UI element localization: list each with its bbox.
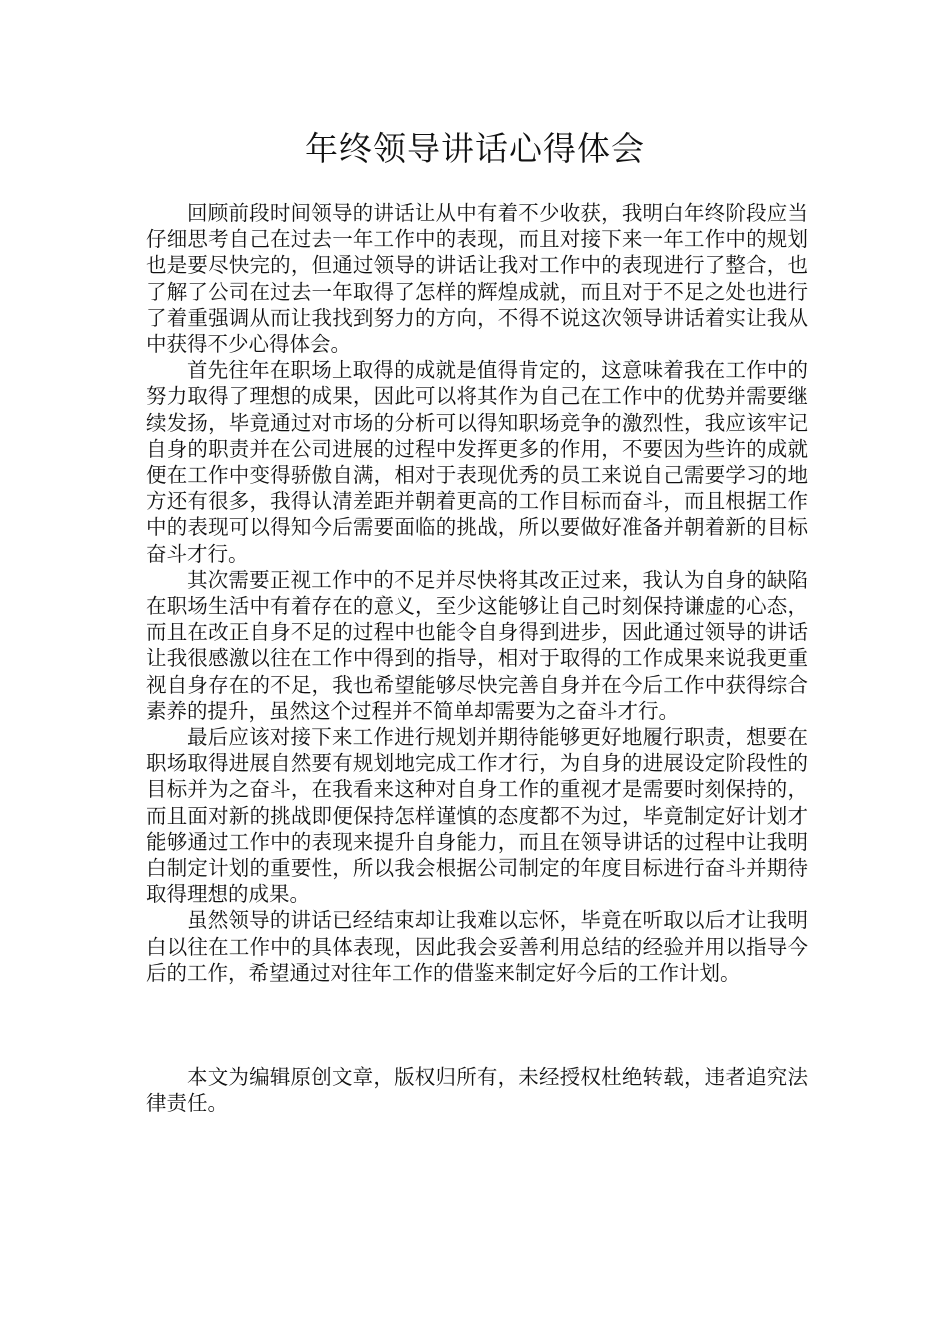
paragraph-5: 虽然领导的讲话已经结束却让我难以忘怀，毕竟在听取以后才让我明白以往在工作中的具体表现，因此我会妥善利用总结的经验并用以指导今后的工作，希望通过对往年工作的借鉴来制定好今后的工作计划。 [146, 908, 808, 985]
blank-space [146, 986, 808, 1064]
paragraph-2: 首先往年在职场上取得的成就是值得肯定的，这意味着我在工作中的努力取得了理想的成果，因此可以将其作为自己在工作中的优势并需要继续发扬，毕竟通过对市场的分析可以得知职场竞争的激烈性，我应该牢记自身的职责并在公司进展的过程中发挥更多的作用，不要因为些许的成就便在工作中变得骄傲自满，相对于表现优秀的员工来说自己需要学习的地方还有很多，我得认清差距并朝着更高的工作目标而奋斗，而且根据工作中的表现可以得知今后需要面临的挑战，所以要做好准备并朝着新的目标奋斗才行。 [146, 358, 808, 566]
document-title: 年终领导讲话心得体会 [305, 129, 645, 168]
paragraph-1: 回顾前段时间领导的讲话让从中有着不少收获，我明白年终阶段应当仔细思考自己在过去一年工作中的表现，而且对接下来一年工作中的规划也是要尽快完的，但通过领导的讲话让我对工作中的表现进行了整合，也了解了公司在过去一年取得了怎样的辉煌成就，而且对于不足之处也进行了着重强调从而让我找到努力的方向，不得不说这次领导讲话着实让我从中获得不少心得体会。 [146, 201, 808, 357]
paragraph-3: 其次需要正视工作中的不足并尽快将其改正过来，我认为自身的缺陷在职场生活中有着存在的意义，至少这能够让自己时刻保持谦虚的心态，而且在改正自身不足的过程中也能令自身得到进步，因此通过领导的讲话让我很感激以往在工作中得到的指导，相对于取得的工作成果来说我更重视自身存在的不足，我也希望能够尽快完善自身并在今后工作中获得综合素养的提升，虽然这个过程并不简单却需要为之奋斗才行。 [146, 567, 808, 723]
document-body [146, 200, 808, 1117]
copyright-notice: 本文为编辑原创文章，版权归所有，未经授权杜绝转载，违者追究法律责任。 [146, 1065, 808, 1116]
paragraph-4: 最后应该对接下来工作进行规划并期待能够更好地履行职责，想要在职场取得进展自然要有规划地完成工作才行，为自身的进展设定阶段性的目标并为之奋斗，在我看来这种对自身工作的重视才是需要时刻保持的，而且面对新的挑战即便保持怎样谨慎的态度都不为过，毕竟制定好计划才能够通过工作中的表现来提升自身能力，而且在领导讲话的过程中让我明白制定计划的重要性，所以我会根据公司制定的年度目标进行奋斗并期待取得理想的成果。 [146, 725, 808, 907]
